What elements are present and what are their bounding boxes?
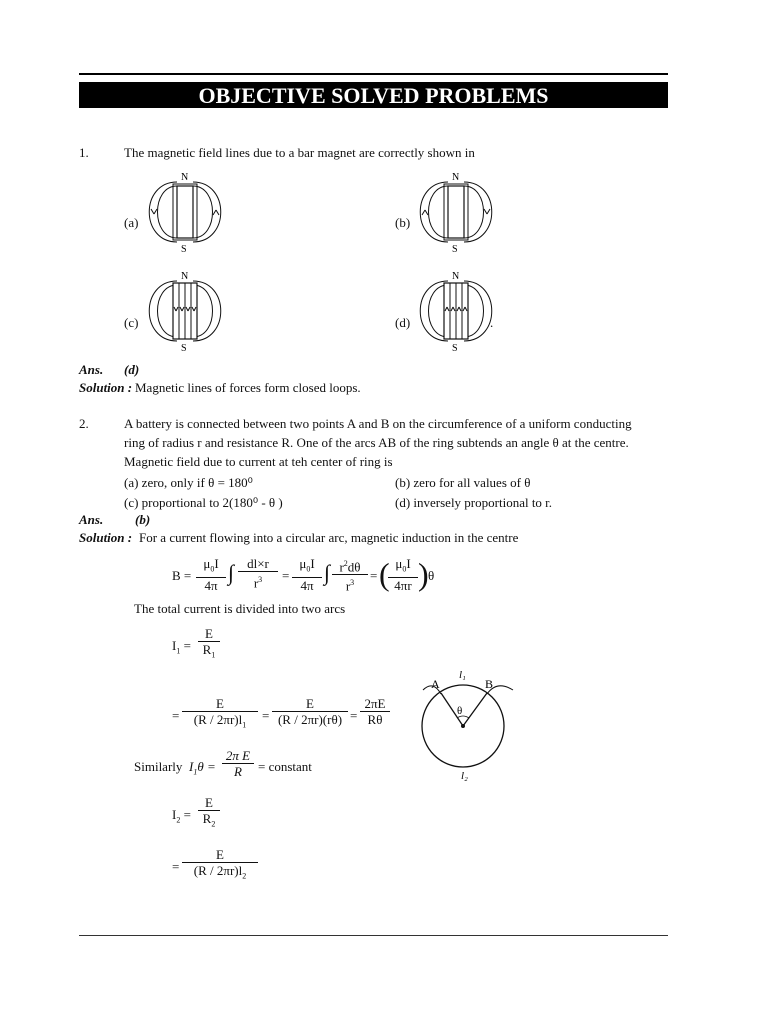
equation-i1: $I_1$ = $\frac{E}{R_1}$ xyxy=(172,626,232,666)
q2-option-c: (c) proportional to 2(180⁰ - θ ) xyxy=(124,495,283,510)
arc-l2-label: l₂ xyxy=(461,770,468,782)
bar-magnet-diagram-b xyxy=(417,172,495,252)
constant-label: = constant xyxy=(258,759,312,774)
q1-option-c-label: (c) xyxy=(124,315,139,330)
bar-magnet-diagram-c xyxy=(146,271,224,351)
equation-i1-expanded: = $\frac{E}{(R / 2\pi r)l_1}$ = $\frac{E}{(R / 2\pi r)(r\theta)}$ = $\frac{2\pi E}{R\theta}$ xyxy=(172,696,392,736)
q1-option-b-label: (b) xyxy=(395,215,411,230)
equation-biot-savart: B = $\frac{\mu_0I}{4\pi}$ ∫ $\frac{dl\times r}{r^3}$ = $\frac{\mu_0I}{4\pi}$ ∫ $\frac{r^2d\theta}{r^3}$ = ( $\frac{\mu_0I}{4\pi r}$ ) θ xyxy=(172,556,435,594)
top-rule xyxy=(79,73,668,75)
equation-similarly: Similarly $I_1\theta$ = $\frac{\text{2π E}}{R}$ = constant xyxy=(134,748,312,779)
ring-diagram xyxy=(415,662,525,787)
q2-solution-text: For a current flowing into a circular arc, magnetic induction in the centre xyxy=(139,530,519,545)
q2-option-d: (d) inversely proportional to r. xyxy=(395,495,553,510)
q2-option-a: (a) zero, only if θ = 180⁰ xyxy=(124,475,253,490)
q2-option-b: (b) zero for all values of θ xyxy=(395,475,531,490)
q2-ans-value: (b) xyxy=(135,512,151,527)
north-pole-label: N xyxy=(181,271,189,282)
similarly-label: Similarly xyxy=(134,759,183,774)
q1-solution-label: Solution : xyxy=(79,380,133,395)
q1-option-a-label: (a) xyxy=(124,215,139,230)
q1-option-d-label: (d) xyxy=(395,315,411,330)
bottom-rule xyxy=(79,935,668,936)
north-pole-label: N xyxy=(452,172,460,183)
equation-i2: $I_2$ = $\frac{E}{R_2}$ xyxy=(172,795,232,835)
q1-solution-text: Magnetic lines of forces form closed loops. xyxy=(135,380,361,395)
equation-i2-expanded: = $\frac{E}{(R / 2\pi r)l_2}$ xyxy=(172,847,272,887)
north-pole-label: N xyxy=(181,172,189,183)
point-a-label: A xyxy=(431,677,440,691)
south-pole-label: S xyxy=(181,343,187,351)
q2-line-1: A battery is connected between two points A and B on the circumference of a uniform conducting xyxy=(124,416,632,431)
q2-line-3: Magnetic field due to current at teh center of ring is xyxy=(124,454,393,469)
q1-option-d-suffix: . xyxy=(490,315,494,330)
bar-magnet-diagram-a xyxy=(146,172,224,252)
south-pole-label: S xyxy=(452,343,458,351)
q2-line-2: ring of radius r and resistance R. One of the arcs AB of the ring subtends an angle θ at the centre. xyxy=(124,435,629,450)
south-pole-label: S xyxy=(181,244,187,252)
q1-ans-label: Ans. xyxy=(79,362,104,377)
bar-magnet-diagram-d xyxy=(417,271,495,351)
q2-number: 2. xyxy=(79,416,89,431)
angle-label: θ xyxy=(457,705,463,717)
point-b-label: B xyxy=(485,677,494,691)
q1-number: 1. xyxy=(79,145,89,160)
north-pole-label: N xyxy=(452,271,460,282)
arc-l1-label: l₁ xyxy=(459,669,466,681)
south-pole-label: S xyxy=(452,244,458,252)
q2-solution-label: Solution : xyxy=(79,530,133,545)
page-title: OBJECTIVE SOLVED PROBLEMS xyxy=(79,82,668,108)
total-current-text: The total current is divided into two arcs xyxy=(134,601,346,616)
q1-ans-value: (d) xyxy=(124,362,140,377)
q2-ans-label: Ans. xyxy=(79,512,104,527)
q1-question: The magnetic field lines due to a bar magnet are correctly shown in xyxy=(124,145,475,160)
